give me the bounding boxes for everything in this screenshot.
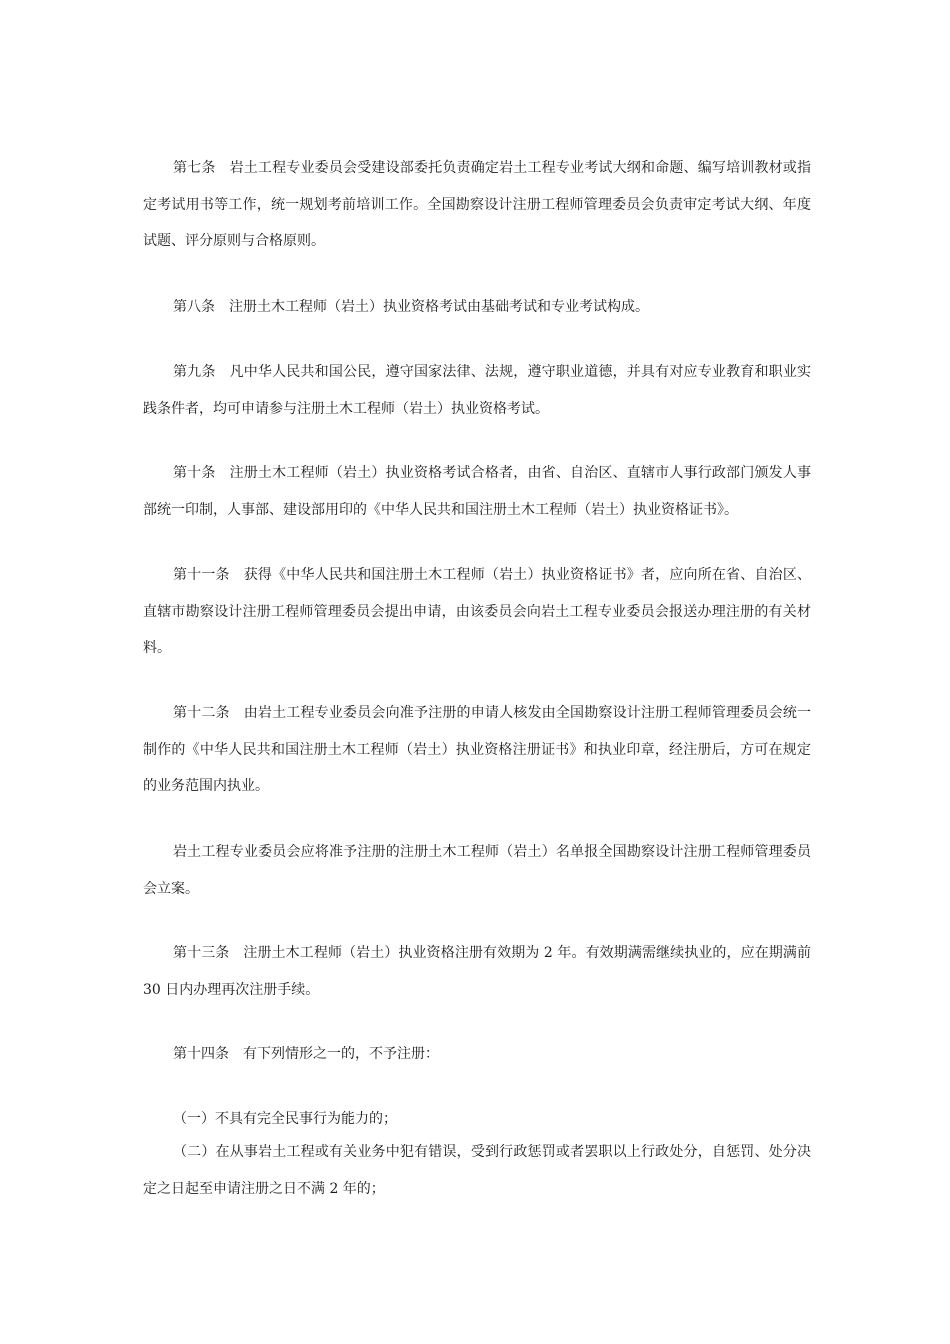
list-item-1 [143,1101,811,1138]
article-number: 第十四条 [173,1046,229,1062]
article-number: 第七条 [173,160,216,176]
article-text: 岩土工程专业委员会受建设部委托负责确定岩土工程专业考试大纲和命题、编写培训教材或指定考试用书等工作，统一规划考前培训工作。全国勘察设计注册工程师管理委员会负责审定考试大纲、年度试题、评分原则与合格原则。 [143,160,812,249]
article-7-paragraph [143,150,811,260]
list-item-2 [143,1134,811,1207]
article-number: 第九条 [173,364,216,380]
article-14-paragraph [143,1036,811,1073]
article-text: 由岩土工程专业委员会向准予注册的申请人核发由全国勘察设计注册工程师管理委员会统一制作的《中华人民共和国注册土木工程师（岩土）执业资格注册证书》和执业印章，经注册后，方可在规定的业务范围内执业。 [143,705,812,794]
article-text: 注册土木工程师（岩土）执业资格注册有效期为 2 年。有效期满需继续执业的，应在期满前 30 日内办理再次注册手续。 [143,945,812,998]
article-text: 有下列情形之一的，不予注册： [243,1046,439,1062]
article-number: 第十一条 [173,567,230,583]
article-12-paragraph [143,695,811,805]
article-11-paragraph [143,557,811,667]
article-12-continuation-paragraph [143,834,811,907]
article-number: 第八条 [173,299,215,315]
article-9-paragraph [143,354,811,427]
article-number: 第十二条 [173,705,230,721]
list-item-text: （二）在从事岩土工程或有关业务中犯有错误，受到行政惩罚或者罢职以上行政处分，自惩罚、处分决定之日起至申请注册之日不满 2 年的； [143,1144,811,1197]
article-10-paragraph [143,455,811,528]
article-text: 注册土木工程师（岩土）执业资格考试合格者，由省、自治区、直辖市人事行政部门颁发人事部统一印制，人事部、建设部用印的《中华人民共和国注册土木工程师（岩土）执业资格证书》。 [143,465,812,518]
article-number: 第十条 [173,465,216,481]
article-number: 第十三条 [173,945,230,961]
article-text: 获得《中华人民共和国注册土木工程师（岩土）执业资格证书》者，应向所在省、自治区、直辖市勘察设计注册工程师管理委员会提出申请，由该委员会向岩土工程专业委员会报送办理注册的有关材料。 [143,567,812,656]
article-text: 岩土工程专业委员会应将准予注册的注册土木工程师（岩土）名单报全国勘察设计注册工程师管理委员会立案。 [143,844,811,897]
article-8-paragraph [143,289,811,326]
article-text: 注册土木工程师（岩土）执业资格考试由基础考试和专业考试构成。 [229,299,649,315]
list-item-text: （一）不具有完全民事行为能力的； [173,1111,397,1127]
article-13-paragraph [143,935,811,1008]
article-text: 凡中华人民共和国公民，遵守国家法律、法规，遵守职业道德，并具有对应专业教育和职业实践条件者，均可申请参与注册土木工程师（岩土）执业资格考试。 [143,364,812,417]
